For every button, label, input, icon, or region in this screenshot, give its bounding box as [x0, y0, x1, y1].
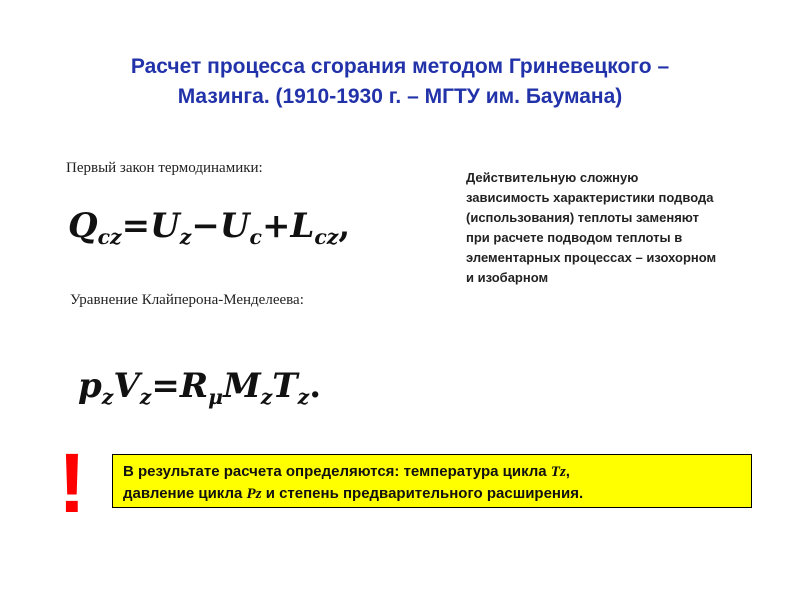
- clapeyron-formula: $p_zV_z=R_\mu M_zT_z$.: [78, 366, 322, 410]
- result-box: [112, 454, 752, 508]
- description-line: элементарных процессах – изохорном: [466, 250, 717, 265]
- description-line: зависимость характеристики подвода: [466, 190, 714, 205]
- exclamation-icon: !: [58, 436, 86, 530]
- result-line-1: В результате расчета определяются: температура цикла Tz,: [123, 463, 570, 480]
- first-law-formula: $Q_{cz}=U_z-U_c+L_{cz}$,: [68, 206, 351, 250]
- description-line: и изобарном: [466, 270, 549, 285]
- description-text: [466, 168, 786, 288]
- description-line: Действительную сложную: [466, 170, 639, 185]
- result-line-2: давление цикла Pz и степень предварительного расширения.: [123, 485, 584, 502]
- description-line: (использования) теплоты заменяют: [466, 210, 699, 225]
- slide-title: [60, 52, 740, 112]
- clapeyron-label: Уравнение Клайперона-Менделеева:: [70, 292, 304, 308]
- description-line: при расчете подводом теплоты в: [466, 230, 683, 245]
- title-line-2: Мазинга. (1910-1930 г. – МГТУ им. Баумана): [177, 85, 623, 108]
- title-line-1: Расчет процесса сгорания методом Гриневецкого –: [130, 55, 670, 78]
- first-law-label: Первый закон термодинамики:: [66, 160, 263, 176]
